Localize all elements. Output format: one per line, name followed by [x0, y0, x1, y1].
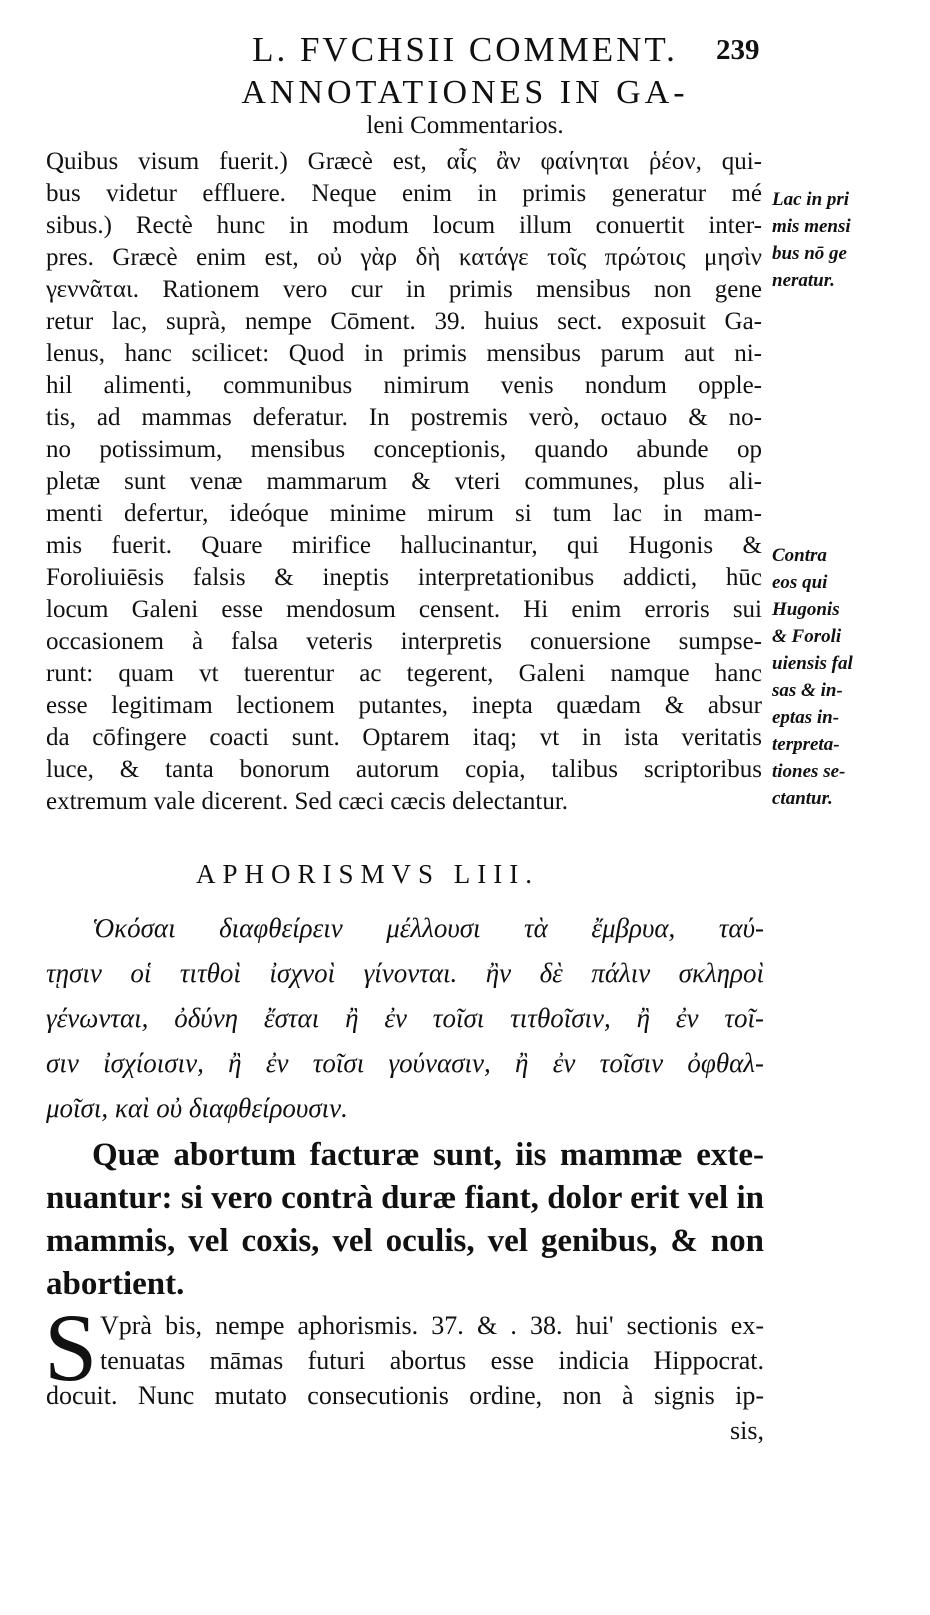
commentary-line: tenuatas māmas futuri abortus esse indicia Hippocrat.: [100, 1346, 764, 1375]
margin-note-line: Hugonis: [772, 599, 840, 620]
annotation-line: extremum vale dicerent. Sed cæci cæcis delectantur.: [46, 788, 569, 815]
margin-note-line: eos qui: [772, 572, 828, 593]
margin-note-lac: [772, 186, 890, 294]
annotation-line: menti defertur, ideóque minime mirum si tum lac in mam-: [46, 500, 762, 527]
annotation-line: pletæ sunt venæ mammarum & vteri communes, plus ali-: [46, 468, 762, 495]
annotation-line: occasionem à falsa veteris interpretis conuersione sumpse-: [46, 628, 762, 655]
section-title: ANNOTATIONES IN GA-: [241, 74, 689, 111]
annotation-line: bus videtur effluere. Neque enim in primis generatur mé: [46, 180, 762, 207]
greek-line: μοῖσι, καὶ οὐ διαφθείρουσιν.: [46, 1093, 348, 1123]
latin-line: Quæ abortum facturæ sunt, iis mammæ exte-: [92, 1137, 764, 1173]
margin-note-line: bus nō ge: [772, 243, 847, 264]
greek-line: γένωνται, ὀδύνη ἔσται ἢ ἐν τοῖσι τιτθοῖσιν, ἢ ἐν τοῖ-: [46, 1003, 764, 1033]
margin-note-line: neratur.: [772, 270, 835, 291]
margin-note-line: & Foroli: [772, 626, 842, 647]
margin-note-line: mis mensi: [772, 216, 851, 237]
running-head: L. FVCHSII COMMENT.: [252, 30, 678, 69]
greek-line: Ὁκόσαι διαφθείρειν μέλλουσι τὰ ἔμβρυα, ταύ-: [92, 913, 764, 943]
greek-line: σιν ἰσχίοισιν, ἢ ἐν τοῖσι γούνασιν, ἢ ἐν τοῖσιν ὀφθαλ-: [46, 1048, 764, 1078]
annotation-line: γεννᾶται. Rationem vero cur in primis mensibus non gene: [46, 276, 762, 303]
greek-line: τῃσιν οἱ τιτθοὶ ἰσχνοὶ γίνονται. ἢν δὲ πάλιν σκληροὶ: [46, 958, 764, 988]
annotation-line: da cōfingere coacti sunt. Optarem itaq; vt in ista veritatis: [46, 724, 762, 751]
annotation-line: retur lac, suprà, nempe Cōment. 39. huius sect. exposuit Ga-: [46, 308, 762, 335]
annotation-line: sibus.) Rectè hunc in modum locum illum conuertit inter-: [46, 212, 762, 239]
margin-note-line: Lac in pri: [772, 189, 850, 210]
latin-line: mammis, vel coxis, vel oculis, vel genibus, & non: [46, 1223, 764, 1259]
commentary-line: docuit. Nunc mutato consecutionis ordine, non à signis ip-: [46, 1381, 764, 1410]
annotation-line: mis fuerit. Quare mirifice hallucinantur, qui Hugonis &: [46, 532, 762, 559]
annotation-line: hil alimenti, communibus nimirum venis nondum opple-: [46, 372, 762, 399]
page-number: 239: [716, 34, 760, 66]
annotation-line: Foroliuiēsis falsis & ineptis interpretationibus addicti, hūc: [46, 564, 762, 591]
annotation-line: no potissimum, mensibus conceptionis, quando abunde op: [46, 436, 762, 463]
margin-note-line: sas & in-: [772, 680, 843, 701]
annotation-line: lenus, hanc scilicet: Quod in primis mensibus parum aut ni-: [46, 340, 762, 367]
margin-note-line: ctantur.: [772, 788, 833, 809]
margin-note-line: Contra: [772, 545, 827, 566]
annotation-line: Quibus visum fuerit.) Græcè est, αἷς ἂν φαίνηται ῥέον, qui-: [46, 148, 762, 175]
latin-line: nuantur: si vero contrà duræ fiant, dolor erit vel in: [46, 1180, 764, 1216]
margin-note-line: eptas in-: [772, 707, 840, 728]
commentary-line: sis,: [730, 1416, 764, 1445]
drop-cap: S: [44, 1294, 98, 1401]
margin-note-contra: [772, 542, 890, 812]
annotation-line: esse legitimam lectionem putantes, inepta quædam & absur: [46, 692, 762, 719]
commentary-line: Vprà bis, nempe aphorismis. 37. & . 38. hui' sectionis ex-: [100, 1311, 764, 1340]
margin-note-line: terpreta-: [772, 734, 840, 755]
margin-note-line: tiones se-: [772, 761, 846, 782]
section-title-continuation: leni Commentarios.: [366, 112, 564, 139]
annotation-line: runt: quam vt tuerentur ac tegerent, Galeni namque hanc: [46, 660, 762, 687]
annotation-line: tis, ad mammas deferatur. In postremis verò, octauo & no-: [46, 404, 762, 431]
margin-note-line: uiensis fal: [772, 653, 853, 674]
annotation-line: luce, & tanta bonorum autorum copia, talibus scriptoribus: [46, 756, 762, 783]
latin-line: abortient.: [46, 1266, 185, 1302]
annotation-line: locum Galeni esse mendosum censent. Hi enim erroris sui: [46, 596, 762, 623]
annotation-line: pres. Græcè enim est, οὐ γὰρ δὴ κατάγε τοῖς πρώτοις μησὶν: [46, 244, 762, 271]
aphorism-heading: APHORISMVS LIII.: [196, 859, 540, 889]
